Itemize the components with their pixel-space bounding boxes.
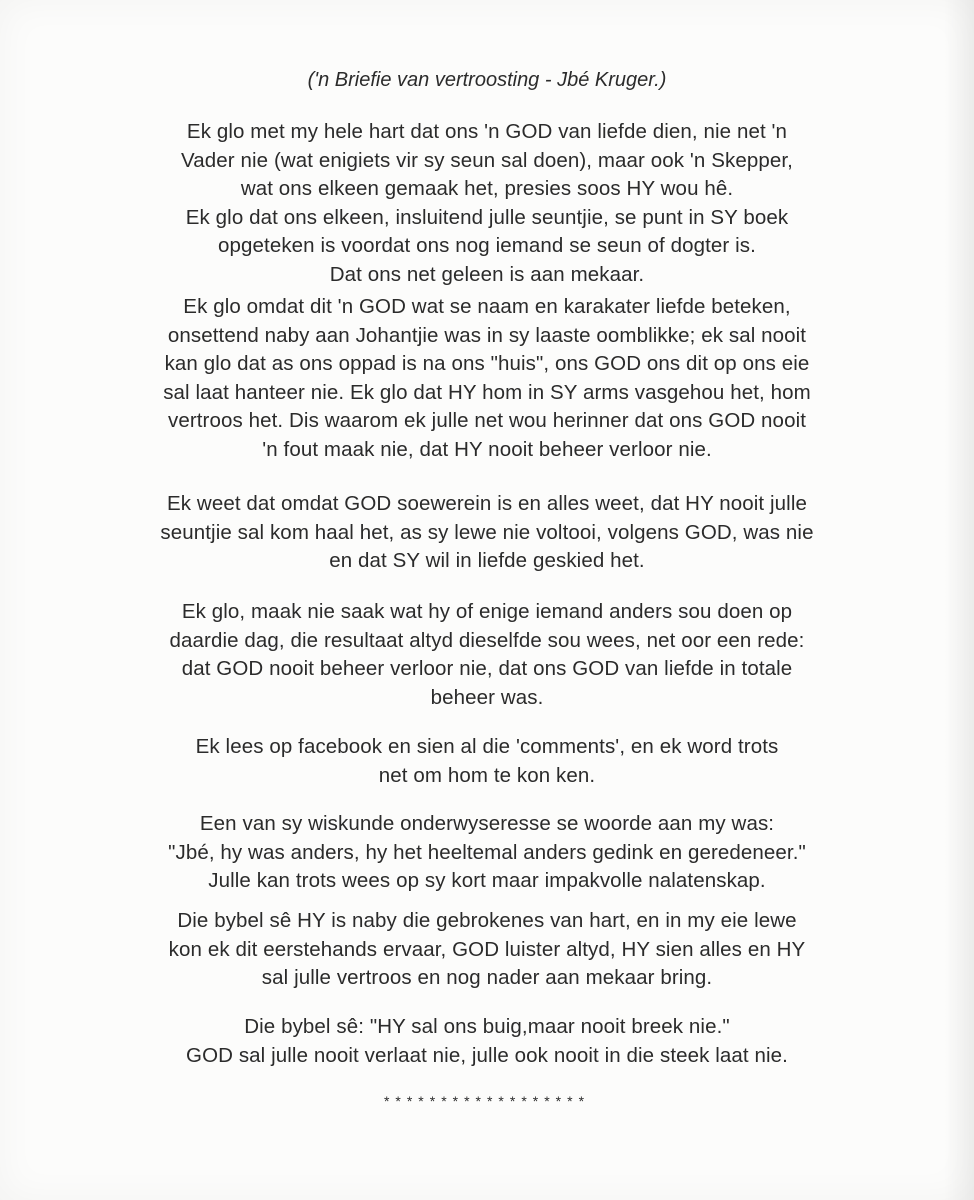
text-line: 'n fout maak nie, dat HY nooit beheer verloor nie. (262, 437, 712, 461)
text-line: sal julle vertroos en nog nader aan mekaar bring. (261, 966, 713, 989)
text-line: GOD sal julle nooit verlaat nie, julle ook nooit in die steek laat nie. (186, 1043, 788, 1067)
text-line: wat ons elkeen gemaak het, presies soos HY wou hê. (240, 177, 734, 200)
letter-title: ('n Briefie van vertroosting - Jbé Kruger.) (307, 69, 667, 91)
text-line: Ek glo met my hele hart dat ons 'n GOD van liefde dien, nie net 'n (186, 120, 788, 143)
text-line: Ek glo, maak nie saak wat hy of enige iemand anders sou doen op (181, 600, 793, 623)
paragraph-8 (0, 1013, 974, 1070)
text-line: Ek weet dat omdat GOD soewerein is en alles weet, dat HY nooit julle (167, 492, 807, 515)
text-line: "Jbé, hy was anders, hy het heeltemal anders gedink en geredeneer." (168, 840, 806, 864)
paragraph-2 (0, 293, 974, 464)
text-line: Julle kan trots wees op sy kort maar impakvolle nalatenskap. (208, 869, 766, 892)
text-line: vertroos het. Dis waarom ek julle net wou herinner dat ons GOD nooit (167, 409, 807, 432)
text-line: sal laat hanteer nie. Ek glo dat HY hom in SY arms vasgehou het, hom (163, 380, 811, 404)
text-line: Die bybel sê HY is naby die gebrokenes van hart, en in my eie lewe (177, 909, 797, 932)
separator-stars: ****************** (383, 1093, 591, 1109)
paragraph-3 (0, 490, 974, 576)
text-line: Ek glo omdat dit 'n GOD wat se naam en karakater liefde beteken, (183, 295, 791, 318)
text-line: net om hom te kon ken. (378, 763, 596, 787)
text-line: Ek lees op facebook en sien al die 'comments', en ek word trots (195, 735, 779, 758)
paragraph-7 (0, 907, 974, 993)
text-line: onsettend naby aan Johantjie was in sy laaste oomblikke; ek sal nooit (167, 323, 807, 347)
text-line: dat GOD nooit beheer verloor nie, dat ons GOD van liefde in totale (181, 657, 793, 680)
paragraph-4 (0, 598, 974, 712)
text-line: daardie dag, die resultaat altyd dieselfde sou wees, net oor een rede: (169, 628, 805, 652)
paragraph-6 (0, 810, 974, 896)
text-line: Die bybel sê: "HY sal ons buig,maar nooit breek nie." (244, 1015, 730, 1038)
text-line: beheer was. (430, 685, 544, 709)
text-line: opgeteken is voordat ons nog iemand se seun of dogter is. (218, 234, 756, 257)
text-line: Een van sy wiskunde onderwyseresse se woorde aan my was: (199, 812, 775, 835)
paragraph-5 (0, 733, 974, 790)
paragraph-1 (0, 118, 974, 289)
text-line: Dat ons net geleen is aan mekaar. (329, 262, 645, 286)
text-line: kan glo dat as ons oppad is na ons "huis", ons GOD ons dit op ons eie (164, 352, 810, 375)
text-line: kon ek dit eerstehands ervaar, GOD luister altyd, HY sien alles en HY (168, 937, 806, 961)
text-line: seuntjie sal kom haal het, as sy lewe nie voltooi, volgens GOD, was nie (160, 520, 814, 544)
text-line: en dat SY wil in liefde geskied het. (329, 549, 645, 572)
text-line: Vader nie (wat enigiets vir sy seun sal doen), maar ook 'n Skepper, (181, 148, 793, 172)
text-line: Ek glo dat ons elkeen, insluitend julle seuntjie, se punt in SY boek (185, 205, 789, 229)
